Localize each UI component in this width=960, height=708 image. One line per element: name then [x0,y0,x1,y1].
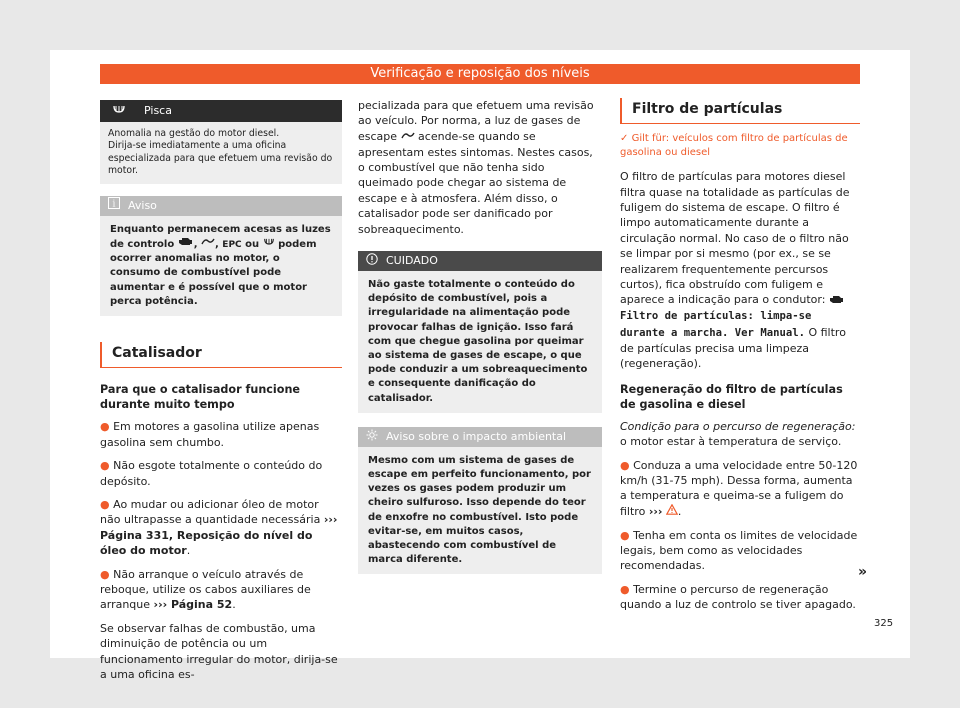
aviso-text-a: Enquanto permanecem acesas as luzes de controlo [110,223,331,250]
list-item: ● Conduza a uma velocidade entre 50-120 km/h (31-75 mph). Dessa forma, aumenta a temperatura e queima-se a fuligem do filtro ››› . [620,458,858,518]
check-icon: ✓ [620,133,629,145]
info-icon [108,197,120,213]
exhaust-icon [401,129,415,144]
column-3 [620,98,860,621]
cuidado-header [358,251,602,271]
pisca-box-header [100,100,342,122]
list-item: ● Termine o percurso de regeneração quando a luz de controlo se tiver apagado. [620,582,856,612]
page-link-52[interactable]: ››› Página 52 [153,598,233,612]
filtro-paragraph: O filtro de partículas para motores diesel filtra quase na totalidade as partículas de fuligem do sistema de escape. O filtro é limpo automaticamente durante a circulação normal. No caso de o filtro não se limpar por si mesmo (por ex., se se realizarem frequentemente percursos curtos), fica obstruído com fuligem e aparece a indicação para o condutor: Filtro de partículas: limpa-se durante a marcha. Ver Manual. O filtro de partículas precisa uma limpeza (regeneração). [620,170,850,371]
list-item: ● Não esgote totalmente o conteúdo do depósito. [100,459,323,488]
ambiental-body: Mesmo com um sistema de gases de escape em perfeito funcionamento, por vezes os gases podem produzir um cheiro sulfuroso. Isso depende do teor de enxofre no combustível. Isto pode evitar-se, em muitos casos, abastecendo com combustível de marca diferente. [358,447,602,575]
warning-triangle-icon [666,504,678,519]
caution-icon [366,253,378,269]
cuidado-label: CUIDADO [386,254,438,268]
catalisador-title: Catalisador [100,342,342,368]
chapter-header [100,64,860,84]
aviso-header [100,196,342,216]
pisca-line-2: Dirija-se imediatamente a uma oficina especializada para que efetuem uma revisão do motor. [108,140,333,177]
col2-paragraph: pecializada para que efetuem uma revisão ao veículo. Por norma, a luz de gases de escape acende-se quando se apresentam estes sintomas. Nestes casos, o combustível que não tenha sido queimado pode chegar ao sistema de escape e à atmosfera. Além disso, o catalisador pode ser danificado por sobreaquecimento. [358,99,594,236]
engine-icon [829,293,845,308]
list-item: ● Ao mudar ou adicionar óleo de motor não ultrapasse a quantidade necessária ››› Página 331, Reposição do nível do óleo do motor. [100,497,338,558]
list-item: ● Não arranque o veículo através de reboque, utilize os cabos auxiliares de arranque ››› Página 52. [100,567,311,612]
ambiental-label: Aviso sobre o impacto ambiental [386,430,567,444]
continue-mark: » [858,564,868,580]
page-number: 325 [874,618,894,629]
glow-plug-icon [112,103,126,118]
regeneracao-subhead: Regeneração do filtro de partículas de gasolina e diesel [620,382,843,411]
page-link-331[interactable]: ››› Página 331, Reposição do nível do óleo do motor [100,513,338,558]
svg-text:i: i [112,199,116,210]
aviso-text-b: podem ocorrer anomalias no motor, o consumo de combustível pode aumentar e é possível que o motor perca potência. [110,238,317,307]
pisca-label: Pisca [144,104,172,118]
exhaust-icon [201,237,215,251]
engine-icon [178,237,194,251]
glow-plug-icon [263,237,275,251]
ambiental-header [358,427,602,447]
list-item: ● Tenha em conta os limites de velocidade legais, bem como as velocidades recomendadas. [620,528,858,573]
epc-icon: EPC [222,239,242,250]
list-item: ● Em motores a gasolina utilize apenas gasolina sem chumbo. [100,420,320,449]
warning-link[interactable]: ››› [648,504,663,518]
cuidado-body: Não gaste totalmente o conteúdo do depósito de combustível, pois a irregularidade na alimentação pode provocar falhas de ignição. Isso fará com que chegue gasolina por queimar ao sistema de gases de escape, o que pode conduzir a um sobreaquecimento e consequente danificação do catalisador. [358,271,602,413]
display-message: Filtro de partículas: limpa-se durante a marcha. Ver Manual. [620,310,812,339]
aviso-body: Enquanto permanecem acesas as luzes de controlo , , EPC ou podem ocorrer anomalias no motor, o consumo de combustível pode aumentar e é possível que o motor perca potência. [100,216,342,316]
column-1 [100,100,342,690]
chapter-title: Verificação e reposição dos níveis [370,66,590,81]
environment-icon [366,429,378,445]
aviso-label: Aviso [128,198,157,212]
catalisador-subhead: Para que o catalisador funcione durante muito tempo [100,383,301,412]
pisca-line-1: Anomalia na gestão do motor diesel. [108,128,280,139]
applies-to: ✓ Gilt für: veículos com filtro de partículas de gasolina ou diesel [620,133,848,158]
condicao-paragraph: Condição para o percurso de regeneração: o motor estar à temperatura de serviço. [620,419,856,449]
column-2 [358,98,602,574]
filtro-title: Filtro de partículas [620,98,860,124]
catalisador-paragraph: Se observar falhas de combustão, uma diminuição de potência ou um funcionamento irregular do motor, dirija-se a uma oficina es- [100,621,338,682]
pisca-box-body [100,122,342,184]
